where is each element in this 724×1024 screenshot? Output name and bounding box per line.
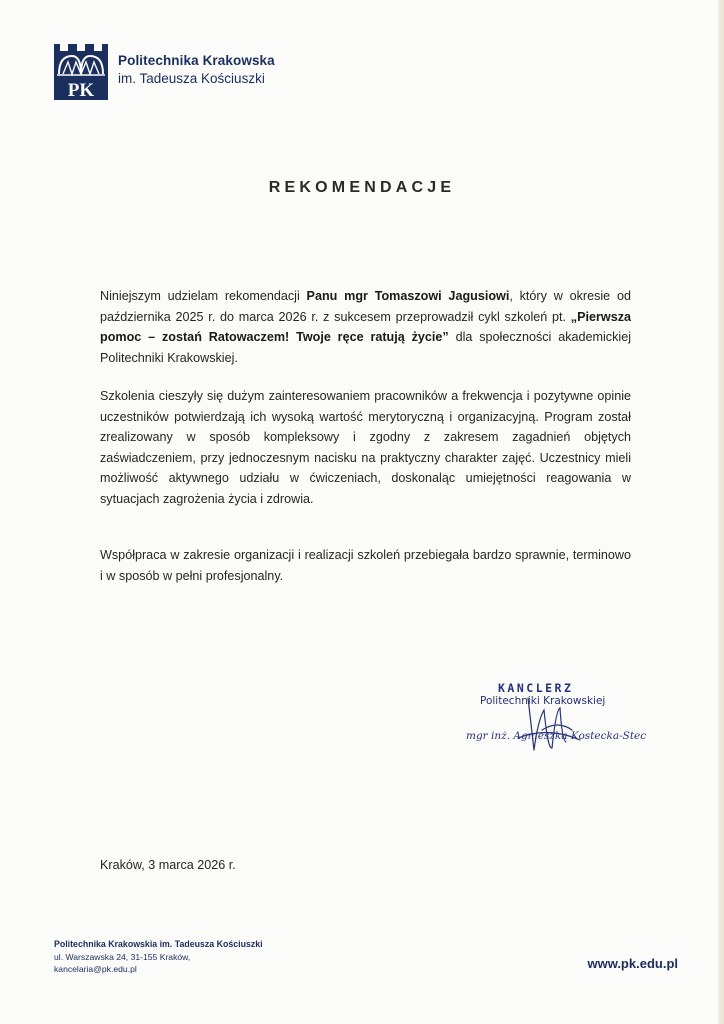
- paragraph-1: [100, 286, 631, 368]
- footer-org: Politechnika Krakowskia im. Tadeusza Kościuszki: [54, 939, 263, 949]
- footer-address: ul. Warszawska 24, 31-155 Kraków,: [54, 952, 191, 962]
- footer-email: kancelaria@pk.edu.pl: [54, 964, 137, 974]
- logo-text: PK: [67, 80, 95, 100]
- training-title: „Pierwsza pomoc – zostań Ratowaczem! Twoje ręce ratują życie”: [100, 309, 631, 345]
- paragraph-2: Szkolenia cieszyły się dużym zainteresowaniem pracowników a frekwencja i pozytywne opinie uczestników potwierdzają ich wysoką wartość merytoryczną i organizacyjną. Program został zrealizowany w sposób kompleksowy i zgodny z zakresem zagadnień objętych zaświadczeniem, przy jednoczesnym nacisku na praktyczny charakter zajęć. Uczestnicy mieli możliwość aktywnego udziału w ćwiczeniach, doskonaląc umiejętności reagowania w sytuacjach zagrożenia życia i zdrowia.: [100, 389, 631, 506]
- p1-text-c: dla społeczności akademickiej Politechniki Krakowskiej.: [100, 330, 631, 365]
- handwritten-signature: [508, 690, 588, 754]
- p1-text-a: Niniejszym udzielam rekomendacji: [100, 289, 307, 303]
- pk-logo-icon: [54, 44, 108, 100]
- recipient-name: Panu mgr Tomaszowi Jagusiowi: [306, 289, 510, 303]
- paragraph-3: Współpraca w zakresie organizacji i realizacji szkoleń przebiegała bardzo sprawnie, terminowo i w sposób w pełni profesjonalny.: [100, 548, 631, 583]
- p1-text-b: , który w okresie od października 2025 r. do marca 2026 r. z sukcesem przeprowadził cykl szkoleń pt.: [100, 289, 631, 324]
- document-title: REKOMENDACJE: [268, 179, 456, 196]
- org-name: Politechnika Krakowska: [118, 53, 275, 68]
- stamp-title: KANCLERZ: [498, 681, 574, 695]
- org-subtitle: im. Tadeusza Kościuszki: [118, 71, 265, 86]
- stamp-signatory: mgr inż. Agnieszka Kostecka-Stec: [466, 730, 647, 742]
- page-edge: [718, 0, 724, 1024]
- stamp-institution: Politechniki Krakowskiej: [480, 695, 606, 707]
- place-date: Kraków, 3 marca 2026 r.: [100, 858, 236, 872]
- footer-website: www.pk.edu.pl: [587, 956, 678, 971]
